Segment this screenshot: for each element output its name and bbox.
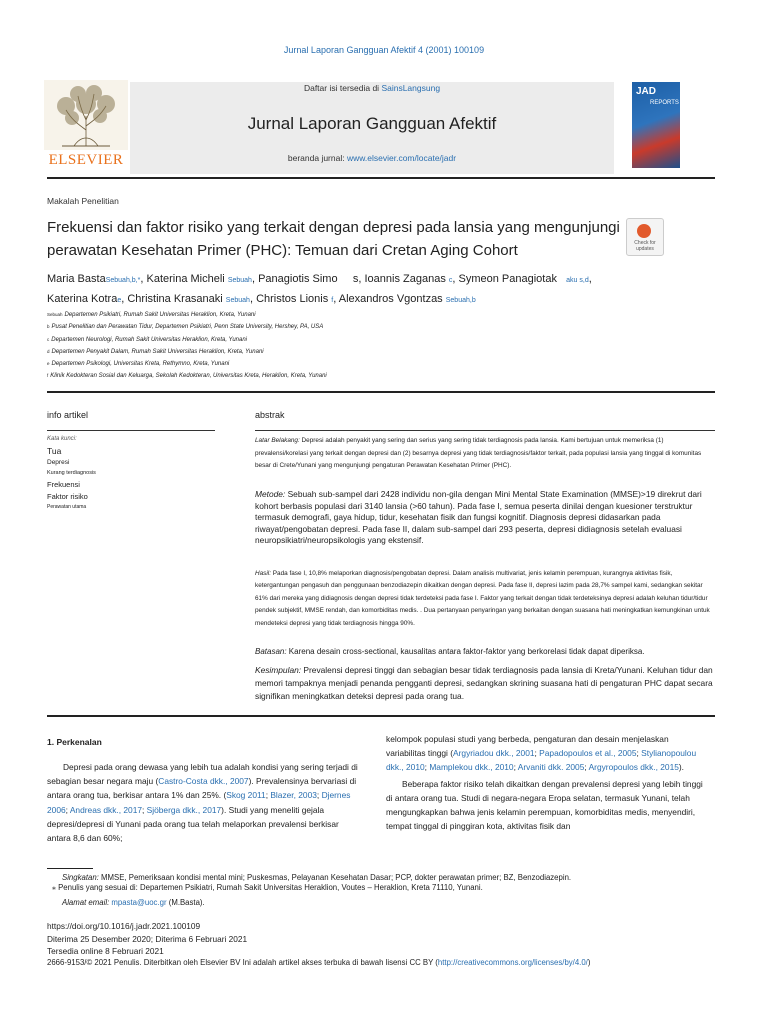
abstract-results: Hasil: Pada fase I, 10,8% melaporkan diagnosis/pengobatan depresi. Dalam analisis multivariat, jenis kelamin perempuan, kurangnya aktivitas fisik, ketergantungan pengasuh dan penggunaan benzodiazepin dikaitkan dengan depresi. Pada fase II, depresi lazim pada 28,7% sampel kami, sedangkan sekitar 61% dari mereka yang didiagnosis dengan depresi tidak terdeteksi pada fase I. Faktor yang terkait dengan tidak terdeteksinya depresi adalah keluhan tidur/tidur pendek subjektif, MMSE rendah, dan komorbiditas medis. . Dua pertanyaan penyaringan yang berkaitan dengan suasana hati meningkatkan kemungkinan untuk mendeteksi depresi yang tidak terdiagnosis hingga 90%. [255, 570, 710, 627]
citation-link[interactable]: Skog 2011 [226, 790, 266, 801]
citation-link[interactable]: Arvaniti dkk. 2005 [517, 762, 585, 773]
affiliation-item: f Klinik Kedokteran Sosial dan Keluarga, Sekolah Kedokteran, Universitas Kreta, Heraklion, Kreta, Yunani [47, 373, 327, 380]
keywords-label: Kata kunci: [47, 436, 77, 442]
abstract-methods: Metode: Sebuah sub-sampel dari 2428 individu non-gila dengan Mini Mental State Examination (MMSE)>19 direkrut dari kohort berbasis populasi dari 3140 lansia (>60 tahun). Pada fase I, semua peserta dinilai dengan kuesioner terstruktur termasuk demografi, gaya hidup, tidur, kesehatan fisik dan fungsi kognitif. Diagnosis depresi didasarkan pada riwayat/pengobatan depresi. Pada fase II, dalam sub-sampel dari 293 peserta, depresi didiagnosis setelah evaluasi neuropsikiatri/neuropsikologis yang ekstensif. [255, 489, 702, 546]
keyword: Faktor risiko [47, 492, 88, 501]
author-affiliation[interactable]: aku s,d [566, 277, 589, 284]
author-name[interactable]: Symeon Panagiotak [458, 273, 557, 285]
author-name[interactable]: Christina Krasanaki [127, 293, 223, 305]
affiliation-item: e Departemen Psikologi, Universitas Kreta, Rethymno, Kreta, Yunani [47, 361, 230, 368]
elsevier-wordmark: ELSEVIER [48, 152, 124, 168]
author-list: Maria BastaSebuah,b,*, Katerina Micheli Sebuah, Panagiotis Simo s, Ioannis Zaganas c, Symeon Panagiotak aku s,d, Katerina Kotrae, Christina Krasanaki Sebuah, Christos Lionis f, Alexandros Vgontzas Sebuah,b [47, 273, 592, 305]
intro-paragraph: Depresi pada orang dewasa yang lebih tua adalah kondisi yang sering terjadi di sebagian besar negara maju (Castro-Costa dkk., 2007). Prevalensinya bervariasi di antara orang tua, berkisar antara 1% dan 25%. (Skog 2011; Blazer, 2003; Djernes 2006; Andreas dkk., 2017; Sjöberga dkk., 2017). Studi yang meneliti gejala depresi/depresi di Yunani pada orang tua telah melaporkan prevalensi berkisar antara 8,6 dan 60%; [47, 762, 358, 844]
keyword: Kurang terdiagnosis [47, 470, 96, 476]
citation-link[interactable]: Sjöberga dkk., 2017 [146, 804, 222, 815]
article-info-heading: info artikel [47, 410, 89, 420]
email-footnote: Alamat email: mpasta@uoc.gr (M.Basta). [62, 898, 205, 907]
online-date: Tersedia online 8 Februari 2021 [47, 946, 164, 956]
abstract-rule [255, 430, 715, 431]
homepage-link[interactable]: www.elsevier.com/locate/jadr [346, 153, 457, 163]
abstract-conclusions: Kesimpulan: Prevalensi depresi tinggi dan sebagian besar tidak terdiagnosis pada lansia di Kreta/Yunani. Keluhan tidur dan memori tampaknya menjadi penanda pengganti depresi, sedangkan skrining suasana hati di pengaturan PHC dapat secara signifikan meningkatkan deteksi depresi pada orang tua. [255, 665, 713, 702]
contents-available: Daftar isi tersedia di SainsLangsung [303, 83, 441, 93]
author-affiliation[interactable]: e [117, 297, 122, 304]
author-name[interactable]: Ioannis Zaganas [364, 273, 446, 285]
article-type: Makalah Penelitian [47, 196, 119, 206]
author-affiliation[interactable]: Sebuah [227, 277, 252, 284]
received-dates: Diterima 25 Desember 2020; Diterima 6 Februari 2021 [47, 934, 248, 944]
footnote-rule [47, 868, 93, 869]
author-name[interactable]: Christos Lionis [256, 293, 329, 305]
intro-paragraph: Beberapa faktor risiko telah dikaitkan dengan prevalensi depresi yang lebih tinggi di antara orang tua. Studi di negara-negara Eropa selatan, termasuk Yunani, telah mengungkapkan bahwa jenis kelamin perempuan, komorbiditas medis, menyendiri, tempat tinggal di pinggiran kota, aktivitas fisik dan [386, 778, 703, 832]
sciencedirect-link[interactable]: SainsLangsung [381, 83, 441, 93]
article-info-rule [47, 430, 215, 431]
keyword: Frekuensi [47, 480, 80, 489]
cover-jad-text: JAD [636, 86, 657, 97]
citation-link[interactable]: Argyriadou dkk., 2001 [453, 748, 535, 759]
section-heading-introduction: 1. Perkenalan [47, 737, 102, 747]
affiliation-item: d Departemen Penyakit Dalam, Rumah Sakit Universitas Heraklion, Kreta, Yunani [47, 348, 264, 355]
citation-link[interactable]: Castro-Costa dkk., 2007 [158, 776, 249, 787]
journal-reference[interactable]: Jurnal Laporan Gangguan Afektif 4 (2001) 100109 [283, 45, 485, 55]
doi-link[interactable]: https://doi.org/10.1016/j.jadr.2021.100109 [47, 921, 201, 931]
corresponding-author-footnote: ⁎ Penulis yang sesuai di: Departemen Psikiatri, Rumah Sakit Universitas Heraklion, Voutes – Heraklion, Kreta 71110, Yunani. [52, 883, 483, 892]
author-affiliation[interactable]: c [448, 277, 453, 284]
author-name[interactable]: Panagiotis Simo [258, 273, 338, 285]
affiliation-item: Sebuah Departemen Psikiatri, Rumah Sakit Universitas Heraklion, Kreta, Yunani [47, 312, 256, 318]
cover-reports-text: REPORTS [650, 100, 679, 106]
citation-link[interactable]: Andreas dkk., 2017 [69, 804, 143, 815]
affiliation-item: b Pusat Penelitian dan Perawatan Tidur, Departemen Psikiatri, Penn State University, Hershey, PA, USA [47, 324, 324, 331]
intro-left-column [47, 760, 363, 845]
affiliation-item: c Departemen Neurologi, Rumah Sakit Universitas Heraklion, Kreta, Yunani [47, 336, 248, 343]
intro-right-column [386, 732, 708, 833]
citation-link[interactable]: Papadopoulos et al., 2005 [539, 748, 637, 759]
email-link[interactable]: mpasta@uoc.gr [111, 898, 167, 907]
keyword: Perawatan utama [47, 504, 87, 510]
author-name[interactable]: Alexandros Vgontzas [338, 293, 443, 305]
abstract-bottom-divider [47, 715, 715, 717]
affiliation-list [47, 309, 647, 383]
citation-link[interactable]: Argyropoulos dkk., 2015 [588, 762, 679, 773]
info-divider [47, 391, 715, 393]
author-name[interactable]: Maria Basta [47, 273, 106, 285]
license-statement: 2666-9153/© 2021 Penulis. Diterbitkan oleh Elsevier BV Ini adalah artikel akses terbuka di bawah lisensi CC BY (http://creativecommons.org/licenses/by/4.0/) [47, 958, 591, 967]
abstract-background: Latar Belakang: Depresi adalah penyakit yang sering dan serius yang sering tidak terdiagnosis pada lansia. Kami bertujuan untuk memeriksa (1) prevalensi/korelasi yang terkait dengan depresi dan (2) besarnya depresi yang tidak terdiagnosis/faktor terkait, pada populasi lansia yang tinggal di komunitas besar di Crete/Yunani yang mengunjungi pengaturan Perawatan Kesehatan Primer (PHC). [255, 437, 702, 470]
keyword: Tua [47, 446, 62, 456]
journal-title: Jurnal Laporan Gangguan Afektif [247, 114, 497, 133]
intro-paragraph: kelompok populasi studi yang berbeda, pengaturan dan desain menjelaskan variabilitas tinggi (Argyriadou dkk., 2001; Papadopoulos et al., 2005; Stylianopoulou dkk., 2010; Mamplekou dkk., 2010; Arvaniti dkk. 2005; Argyropoulos dkk., 2015). [386, 734, 697, 773]
author-affiliation[interactable]: Sebuah,b [445, 297, 476, 304]
header-divider [47, 177, 715, 179]
author-name[interactable]: Katerina Micheli [146, 273, 225, 285]
citation-link[interactable]: Stylianopoulou dkk., 2010 [386, 748, 697, 773]
license-link[interactable]: http://creativecommons.org/licenses/by/4.0/ [437, 958, 588, 967]
abstract-limitations: Batasan: Karena desain cross-sectional, kausalitas antara faktor-faktor yang berkorelasi tidak dapat diperiksa. [255, 647, 645, 656]
crossmark-icon [637, 224, 651, 238]
journal-homepage: beranda jurnal: www.elsevier.com/locate/jadr [287, 153, 457, 163]
author-affiliation[interactable]: f [331, 297, 334, 304]
citation-link[interactable]: Mamplekou dkk., 2010 [429, 762, 514, 773]
author-name[interactable]: s [352, 273, 359, 285]
article-title: Frekuensi dan faktor risiko yang terkait dengan depresi pada lansia yang mengunjungi perawatan Kesehatan Primer (PHC): Temuan dari Cretan Aging Cohort [47, 219, 620, 259]
abstract-heading: abstrak [255, 410, 285, 420]
keyword: Depresi [47, 459, 70, 466]
abbreviations-footnote: Singkatan: MMSE, Pemeriksaan kondisi mental mini; Puskesmas, Pelayanan Kesehatan Dasar; PCP, dokter perawatan primer; BZ, Benzodiazepin. [62, 873, 572, 882]
citation-link[interactable]: Blazer, 2003 [270, 790, 317, 801]
citation-link[interactable]: Djernes 2006 [47, 790, 351, 815]
author-affiliation[interactable]: Sebuah [225, 297, 250, 304]
crossmark-label: Check for updates [634, 240, 656, 252]
author-name[interactable]: Katerina Kotra [47, 293, 118, 305]
author-affiliation[interactable]: Sebuah,b,* [105, 277, 141, 284]
